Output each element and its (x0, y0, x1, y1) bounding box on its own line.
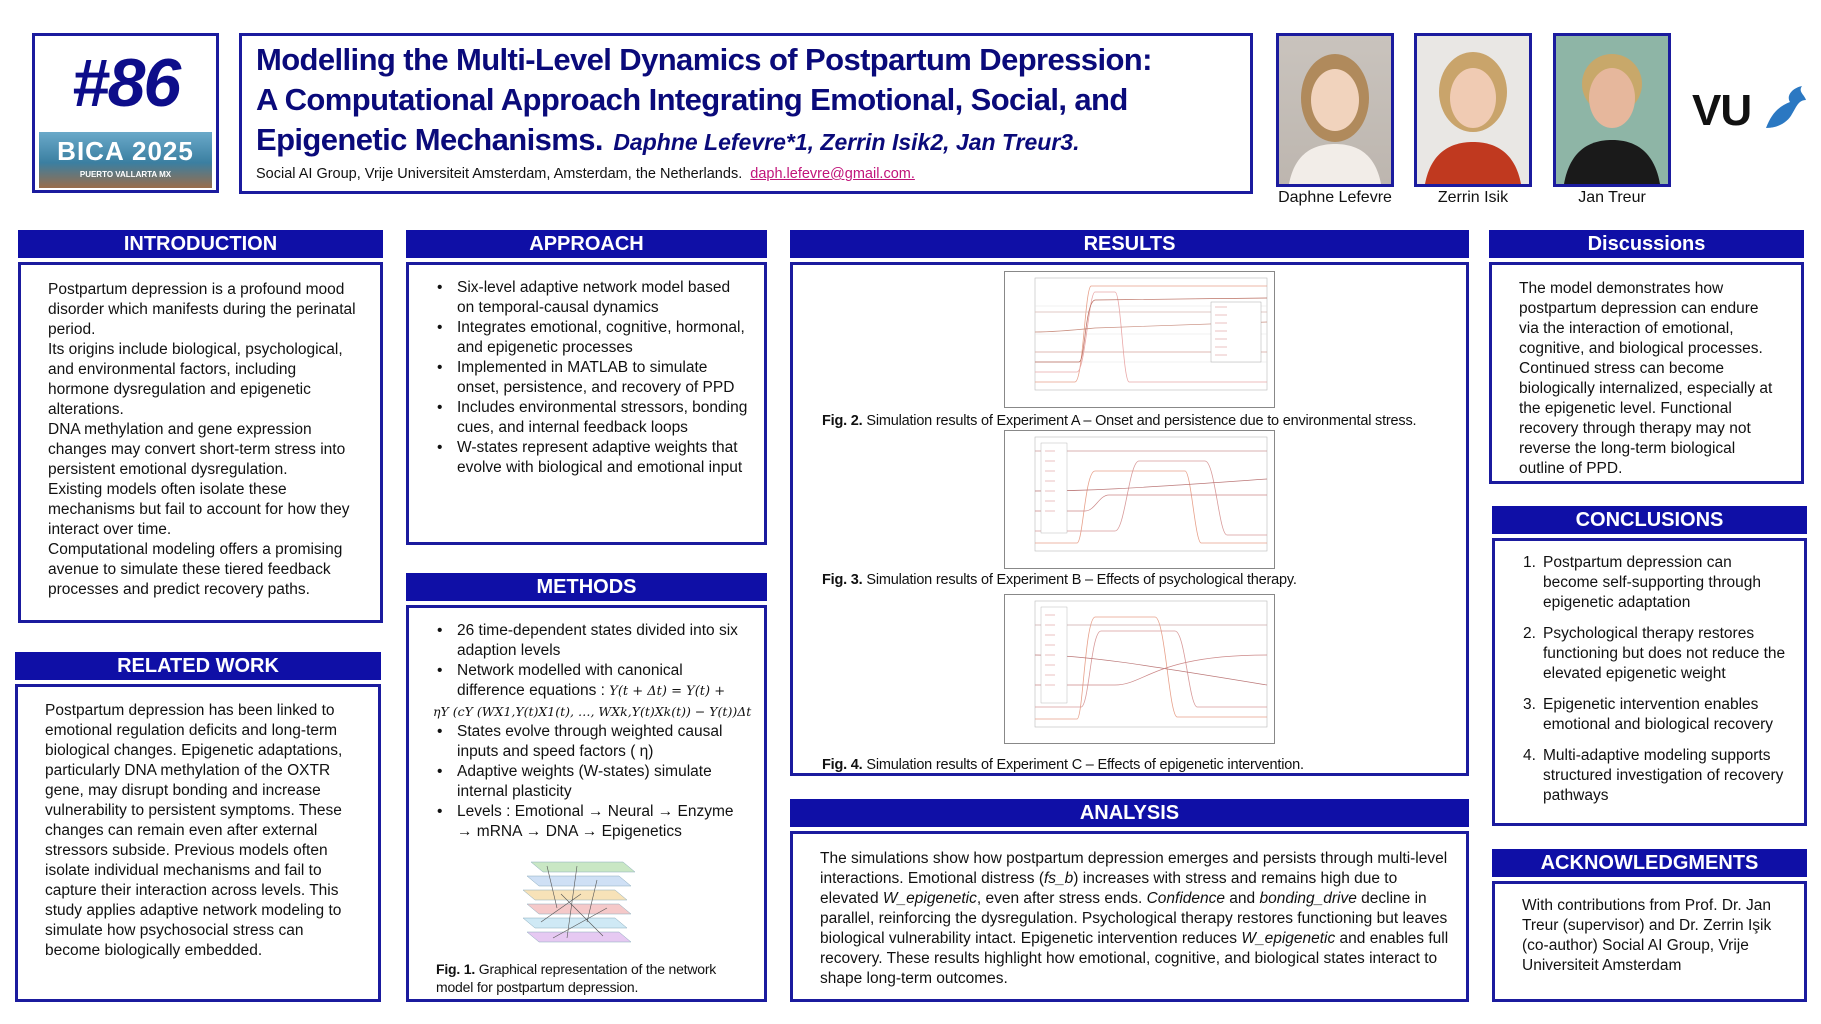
fig4-chart-svg (1005, 595, 1274, 743)
approach-header: APPROACH (406, 230, 767, 258)
conclusion-item: 3. Epigenetic intervention enables emotional and biological recovery (1523, 696, 1774, 733)
fig3-caption (822, 572, 1297, 588)
title-box (239, 33, 1253, 194)
analysis-box (790, 831, 1469, 1002)
analysis-header: ANALYSIS (790, 799, 1469, 827)
approach-item: • Includes environmental stressors, bonding cues, and internal feedback loops (433, 398, 749, 438)
conference-logo (39, 132, 212, 188)
approach-list (433, 278, 749, 478)
fig1-label: Fig. 1. (436, 961, 476, 977)
intro-paragraph: Existing models often isolate these mechanisms but fail to account for how they interact over time. (48, 481, 350, 538)
analysis-variable: fs_b (1043, 870, 1074, 887)
fig1-caption (436, 960, 756, 996)
poster-number: #86 (71, 45, 180, 121)
conference-logo-text: BICA 2025 (57, 136, 194, 166)
fig2-plot (1004, 271, 1275, 408)
analysis-variable: W_epigenetic (882, 890, 977, 907)
analysis-variable: W_epigenetic (1241, 930, 1336, 947)
methods-item: • States evolve through weighted causal inputs and speed factors ( η) (433, 722, 753, 762)
discussions-header: Discussions (1489, 230, 1804, 258)
results-box (790, 262, 1469, 776)
equation-part-b: ηY (cY (WX1,Y(t)X1(t), …, WXk,Y(t)Xk(t)) − Y(t))Δt (433, 704, 752, 719)
conclusion-item: 2. Psychological therapy restores functioning but does not reduce the elevated epigenetic weight (1523, 625, 1786, 682)
fig4-caption (822, 757, 1304, 773)
intro-paragraph: Its origins include biological, psychological, and environmental factors, including hormone dysregulation and epigenetic alterations. (48, 341, 343, 418)
fig4-label: Fig. 4. (822, 757, 863, 773)
vu-logo (1692, 82, 1812, 142)
affiliation-row (256, 166, 915, 182)
conclusion-text: Postpartum depression can become self-supporting through epigenetic adaptation (1543, 554, 1761, 611)
analysis-fragment: and (1225, 890, 1260, 907)
analysis-fragment: The simulations show how postpartum depression emerges and persists through multi-level interactions. Emotional distress ( (820, 850, 1448, 887)
name-zerrin-isik: Zerrin Isik (1437, 189, 1509, 206)
discussions-box (1489, 262, 1804, 484)
fig4-caption-text: Simulation results of Experiment C – Effects of epigenetic intervention. (866, 757, 1304, 773)
network-model-diagram (517, 858, 637, 954)
approach-item: • Integrates emotional, cognitive, hormonal, and epigenetic processes (433, 318, 749, 358)
acknowledgments-text: With contributions from Prof. Dr. Jan Treur (supervisor) and Dr. Zerrin Işik (co-author) Social AI Group, Vrije Universiteit Amsterdam (1522, 897, 1772, 974)
intro-paragraph: DNA methylation and gene expression changes may convert short-term stress into persistent emotional dysregulation. (48, 421, 346, 478)
analysis-fragment: ) increases with stress and remains high due to elevated (820, 870, 1398, 907)
fig2-caption (822, 413, 1416, 429)
analysis-fragment: decline in parallel, reinforcing the dysregulation. Psychological therapy restores functioning but leaves biological vulnerability intact. Epigenetic intervention reduces (820, 890, 1448, 947)
related-work-text: Postpartum depression has been linked to emotional regulation deficits and long-term biological changes. Epigenetic adaptations, particularly DNA methylation of the OXTR gene, may disrupt bonding and increase vulnerability to persistent symptoms. These changes can remain even after external stressors subside. Previous models often isolate individual mechanisms and fail to capture their interaction across levels. This study applies adaptive network modeling to simulate how psychosocial stress can become biologically embedded. (45, 702, 343, 959)
conclusions-box (1492, 538, 1807, 826)
conclusions-header: CONCLUSIONS (1492, 506, 1807, 534)
analysis-variable: bonding_drive (1259, 890, 1357, 907)
conclusion-item: 1. Postpartum depression can become self-supporting through epigenetic adaptation (1523, 554, 1761, 611)
fig3-chart-svg (1005, 431, 1274, 568)
results-header: RESULTS (790, 230, 1469, 258)
equation-part-a: Y(t + Δt) = Y(t) + (609, 684, 726, 699)
methods-item-text: Network modelled with canonical difference equations : (457, 662, 683, 699)
acknowledgments-header: ACKNOWLEDGMENTS (1492, 849, 1807, 877)
fig3-label: Fig. 3. (822, 572, 863, 588)
approach-item: • Implemented in MATLAB to simulate onset, persistence, and recovery of PPD (433, 358, 749, 398)
methods-item: • Levels : Emotional → Neural → Enzyme → mRNA → DNA → Epigenetics (433, 802, 753, 842)
authors: Daphne Lefevre*1, Zerrin Isik2, Jan Treur3. (613, 129, 1080, 155)
affiliation: Social AI Group, Vrije Universiteit Amsterdam, Amsterdam, the Netherlands. (256, 166, 743, 182)
approach-item: • Six-level adaptive network model based on temporal-causal dynamics (433, 278, 749, 318)
portrait-icon (1556, 36, 1668, 184)
approach-item: • W-states represent adaptive weights that evolve with biological and emotional input (433, 438, 749, 478)
introduction-header: INTRODUCTION (18, 230, 383, 258)
title-line3-row (256, 122, 1079, 158)
photo-zerrin-isik (1414, 33, 1532, 187)
introduction-text (48, 280, 360, 600)
fig3-plot (1004, 430, 1275, 569)
poster-title-line3: Epigenetic Mechanisms. (256, 122, 603, 157)
methods-header: METHODS (406, 573, 767, 601)
conclusion-text: Psychological therapy restores functioning but does not reduce the elevated epigenetic weight (1543, 625, 1786, 682)
name-jan-treur: Jan Treur (1578, 189, 1646, 206)
analysis-text (820, 849, 1450, 989)
analysis-variable: Confidence (1146, 890, 1225, 907)
fig2-label: Fig. 2. (822, 413, 863, 429)
conclusions-list (1523, 553, 1789, 817)
fig2-caption-text: Simulation results of Experiment A – Onset and persistence due to environmental stress. (866, 413, 1417, 429)
photo-jan-treur (1553, 33, 1671, 187)
poster-title-line1: Modelling the Multi-Level Dynamics of Postpartum Depression: (256, 42, 1152, 77)
portrait-icon (1279, 36, 1391, 184)
methods-item: • 26 time-dependent states divided into six adaption levels (433, 621, 753, 661)
fig1-caption-text: Graphical representation of the network model for postpartum depression. (436, 961, 717, 995)
email-link[interactable]: daph.lefevre@gmail.com. (750, 166, 915, 182)
conclusion-text: Multi-adaptive modeling supports structured investigation of recovery pathways (1543, 747, 1784, 804)
conference-logo-sub: PUERTO VALLARTA MX (79, 170, 172, 179)
methods-item (433, 661, 753, 722)
approach-box (406, 262, 767, 545)
name-daphne-lefevre: Daphne Lefevre (1278, 189, 1392, 206)
fig2-chart-svg (1005, 272, 1274, 407)
fig3-caption-text: Simulation results of Experiment B – Effects of psychological therapy. (866, 572, 1297, 588)
portrait-icon (1417, 36, 1529, 184)
intro-paragraph: Computational modeling offers a promising avenue to simulate these tiered feedback processes and predict recovery paths. (48, 541, 343, 598)
analysis-fragment: , even after stress ends. (976, 890, 1147, 907)
poster-title-line2: A Computational Approach Integrating Emotional, Social, and (256, 82, 1128, 117)
methods-list (433, 621, 753, 842)
conclusion-item: 4. Multi-adaptive modeling supports structured investigation of recovery pathways (1523, 747, 1784, 804)
griffin-icon (1762, 82, 1808, 132)
fig4-plot (1004, 594, 1275, 744)
methods-box (406, 605, 767, 1002)
poster-number-box (32, 33, 219, 193)
vu-logo-text: VU (1692, 86, 1752, 135)
intro-paragraph: Postpartum depression is a profound mood disorder which manifests during the perinatal period. (48, 281, 356, 338)
conclusion-text: Epigenetic intervention enables emotional and biological recovery (1543, 696, 1774, 733)
related-work-header: RELATED WORK (15, 652, 381, 680)
acknowledgments-box (1492, 881, 1807, 1002)
discussions-text: The model demonstrates how postpartum depression can endure via the interaction of emotional, cognitive, and biological processes. Continued stress can become biologically internalized, especially at the epigenetic level. Functional recovery through therapy may not reverse the long-term biological outline of PPD. (1519, 280, 1773, 477)
related-work-box (15, 684, 381, 1002)
introduction-box (18, 262, 383, 623)
analysis-fragment: and enables full recovery. These results highlight how emotional, cognitive, and biological states interact to shape long-term outcomes. (820, 930, 1449, 987)
photo-daphne-lefevre (1276, 33, 1394, 187)
methods-item: • Adaptive weights (W-states) simulate internal plasticity (433, 762, 753, 802)
